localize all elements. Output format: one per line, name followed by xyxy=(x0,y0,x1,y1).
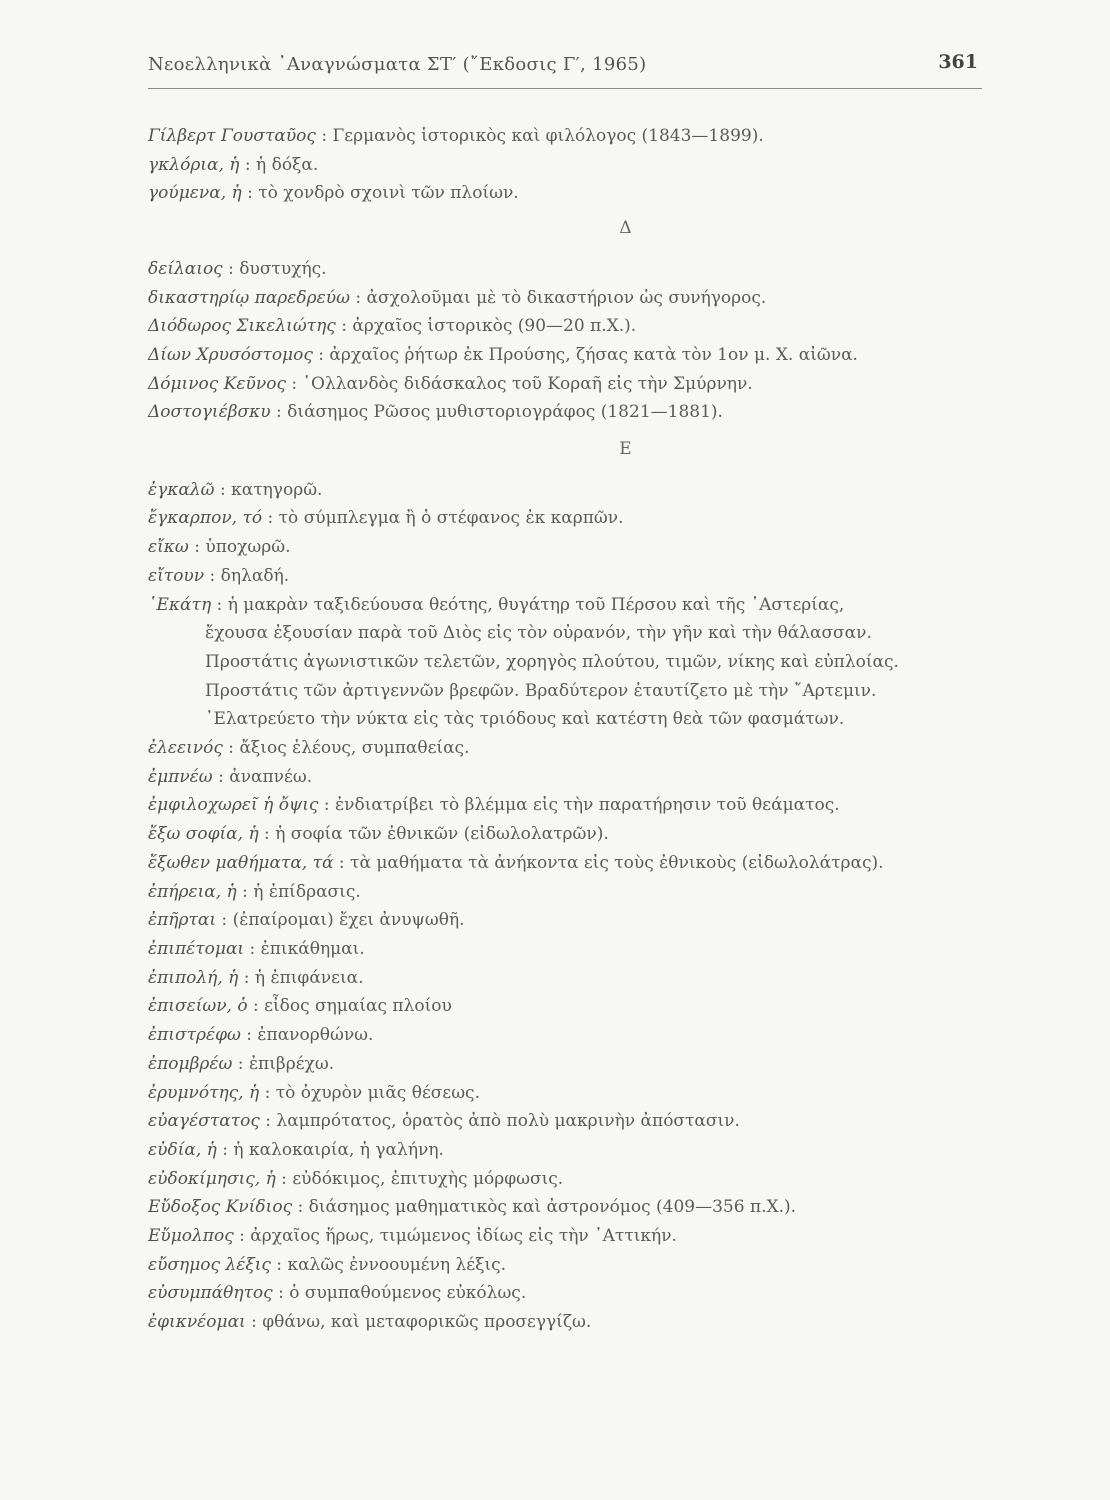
entry-definition: διάσημος Ρῶσος μυθιστοριογράφος (1821—1881). xyxy=(287,402,723,423)
entry-separator: : xyxy=(262,508,279,529)
glossary-entry xyxy=(148,1193,1008,1222)
glossary-entry xyxy=(148,284,1008,313)
section-letter: Δ xyxy=(619,218,632,239)
entry-lemma: ῾Εκάτη xyxy=(148,594,212,615)
entry-lemma: εὐσυμπάθητος xyxy=(148,1283,273,1304)
entry-lemma: ἔξωθεν μαθήματα, τά xyxy=(148,852,334,873)
entry-separator: : xyxy=(259,1082,276,1103)
entry-separator: : xyxy=(238,967,255,988)
entry-separator: : xyxy=(275,1168,293,1189)
entry-continuation-line: ᾿Ελατρεύετο τὴν νύκτα εἰς τὰς τριόδους καὶ κατέστη θεὰ τῶν φασμάτων. xyxy=(205,709,845,730)
entry-lemma: Δοστογιέβσκυ xyxy=(148,402,271,423)
entry-lemma: εὐδία, ἡ xyxy=(148,1139,217,1160)
entry-definition: δηλαδή. xyxy=(220,565,290,586)
entry-definition: τὰ μαθήματα τὰ ἀνήκοντα εἰς τοὺς ἐθνικοὺς (εἰδωλολάτρας). xyxy=(350,852,884,873)
entry-separator: : xyxy=(285,373,303,394)
entry-definition: ἡ ἐπιφάνεια. xyxy=(254,967,364,988)
entry-separator: : xyxy=(270,1254,288,1275)
entry-definition: ἡ καλοκαιρία, ἡ γαλήνη. xyxy=(233,1139,444,1160)
glossary-entry xyxy=(148,1165,1008,1194)
entry-separator: : xyxy=(335,316,353,337)
glossary-entry xyxy=(148,476,1008,505)
glossary-entry xyxy=(148,1021,1008,1050)
entry-definition: ὁ συμπαθούμενος εὐκόλως. xyxy=(289,1283,527,1304)
entry-separator: : xyxy=(270,402,288,423)
glossary-entry xyxy=(148,763,1008,792)
entry-separator: : xyxy=(212,766,230,787)
entry-lemma: Δόμινος Κεῦνος xyxy=(148,373,286,394)
glossary-entry xyxy=(148,849,1008,878)
entry-lemma: ἔξω σοφία, ἡ xyxy=(148,824,259,845)
glossary-entry xyxy=(148,964,1008,993)
entry-definition: κατηγορῶ. xyxy=(231,479,323,500)
entry-definition: φθάνω, καὶ μεταφορικῶς προσεγγίζω. xyxy=(262,1312,592,1333)
entry-separator: : xyxy=(211,594,228,615)
entry-definition: τὸ ὀχυρὸν μιᾶς θέσεως. xyxy=(275,1082,480,1103)
entry-continuation-line: Προστάτις τῶν ἀρτιγεννῶν βρεφῶν. Βραδύτερον ἐταυτίζετο μὲ τὴν ῎Αρτεμιν. xyxy=(205,680,877,701)
entry-definition: λαμπρότατος, ὁρατὸς ἀπὸ πολὺ μακρινὴν ἀπόστασιν. xyxy=(276,1111,740,1132)
glossary-entry xyxy=(148,1136,1008,1165)
glossary-entry xyxy=(148,151,1008,180)
entry-definition: ἀρχαῖος ῥήτωρ ἐκ Προύσης, ζήσας κατὰ τὸν 1ον μ. Χ. αἰῶνα. xyxy=(329,344,858,365)
entry-lemma: ἐγκαλῶ xyxy=(148,479,215,500)
entry-separator: : xyxy=(258,824,276,845)
entry-separator: : xyxy=(240,1025,258,1046)
entry-definition: ἀρχαῖος ἥρως, τιμώμενος ἰδίως εἰς τὴν ᾿Αττικήν. xyxy=(250,1226,677,1247)
entry-lemma: ἐμπνέω xyxy=(148,766,213,787)
glossary-entry xyxy=(148,398,1008,427)
entry-lemma: εὐαγέστατος xyxy=(148,1111,260,1132)
entry-definition: ἀρχαῖος ἱστορικὸς (90—20 π.Χ.). xyxy=(352,316,637,337)
entry-definition: τὸ σύμπλεγμα ἢ ὁ στέφανος ἐκ καρπῶν. xyxy=(278,508,624,529)
glossary-entry xyxy=(148,312,1008,341)
entry-lemma: Δίων Χρυσόστομος xyxy=(148,344,313,365)
entry-definition: ἀναπνέω. xyxy=(229,766,313,787)
entry-definition: ἀσχολοῦμαι μὲ τὸ δικαστήριον ὡς συνήγορος. xyxy=(366,287,767,308)
entry-definition: εὐδόκιμος, ἐπιτυχὴς μόρφωσις. xyxy=(292,1168,564,1189)
glossary-entries xyxy=(148,122,1008,1337)
entry-lemma: γκλόρια, ἡ xyxy=(148,154,240,175)
entry-lemma: εἴτουν xyxy=(148,565,205,586)
glossary-entry xyxy=(148,1079,1008,1108)
entry-separator: : xyxy=(292,1197,309,1218)
glossary-entry xyxy=(148,1279,1008,1308)
entry-lemma: ἐπισείων, ὁ xyxy=(148,996,248,1017)
entry-separator: : xyxy=(312,344,330,365)
glossary-entry xyxy=(148,1251,1008,1280)
entry-separator: : xyxy=(259,1111,277,1132)
entry-separator: : xyxy=(222,258,240,279)
glossary-entry xyxy=(148,820,1008,849)
entry-lemma: ἐπῆρται xyxy=(148,910,217,931)
entry-lemma: εὐδοκίμησις, ἡ xyxy=(148,1168,276,1189)
entry-lemma: Διόδωρος Σικελιώτης xyxy=(148,316,336,337)
entry-definition: ἡ δόξα. xyxy=(256,154,319,175)
glossary-entry xyxy=(148,791,1008,820)
entry-lemma: ἐπιστρέφω xyxy=(148,1025,241,1046)
entry-lemma: δείλαιος xyxy=(148,258,223,279)
header-rule xyxy=(148,88,982,89)
entry-separator: : xyxy=(272,1283,290,1304)
entry-separator: : xyxy=(236,881,254,902)
glossary-entry xyxy=(148,906,1008,935)
entry-lemma: Γίλβερτ Γουσταῦος xyxy=(148,126,316,146)
entry-definition: (ἐπαίρομαι) ἔχει ἀνυψωθῆ. xyxy=(232,910,465,931)
glossary-entry xyxy=(148,504,1008,533)
entry-definition: ῾Ολλανδὸς διδάσκαλος τοῦ Κοραῆ εἰς τὴν Σμύρνην. xyxy=(302,373,753,394)
entry-separator: : xyxy=(318,795,335,816)
glossary-entry xyxy=(148,591,1008,735)
glossary-entry xyxy=(148,255,1008,284)
entry-definition: διάσημος μαθηματικὸς καὶ ἀστρονόμος (409—356 π.Χ.). xyxy=(308,1197,797,1218)
glossary-entry xyxy=(148,878,1008,907)
entry-definition: ἐπανορθώνω. xyxy=(257,1025,374,1046)
glossary-entry xyxy=(148,1050,1008,1079)
entry-separator: : xyxy=(333,852,351,873)
entry-continuation-line: Προστάτις ἀγωνιστικῶν τελετῶν, χορηγὸς πλούτου, τιμῶν, νίκης καὶ εὐπλοίας. xyxy=(205,651,899,672)
entry-lemma: ἐπήρεια, ἡ xyxy=(148,881,237,902)
glossary-entry xyxy=(148,370,1008,399)
entry-separator: : xyxy=(188,537,206,558)
entry-separator: : xyxy=(239,154,256,175)
entry-lemma: ἔγκαρπον, τό xyxy=(148,508,263,529)
entry-definition: Γερμανὸς ἱστορικὸς καὶ φιλόλογος (1843—1899). xyxy=(332,126,764,146)
entry-lemma: εἴκω xyxy=(148,537,189,558)
entry-separator: : xyxy=(204,565,221,586)
entry-definition: ἐνδιατρίβει τὸ βλέμμα εἰς τὴν παρατήρησιν τοῦ θεάματος. xyxy=(335,795,840,816)
entry-lemma: ἐφικνέομαι xyxy=(148,1312,246,1333)
entry-separator: : xyxy=(214,479,232,500)
entry-lemma: γούμενα, ἡ xyxy=(148,183,242,204)
glossary-entry xyxy=(148,533,1008,562)
entry-lemma: ἐπιπέτομαι xyxy=(148,938,245,959)
glossary-entry xyxy=(148,734,1008,763)
entry-definition: ἡ σοφία τῶν ἐθνικῶν (εἰδωλολατρῶν). xyxy=(275,824,609,845)
entry-separator: : xyxy=(315,126,333,146)
entry-definition: ἐπιβρέχω. xyxy=(248,1053,335,1074)
entry-lemma: Εὔμολπος xyxy=(148,1226,234,1247)
entry-definition: εἶδος σημαίας πλοίου xyxy=(264,996,452,1017)
entry-separator: : xyxy=(233,1226,251,1247)
entry-definition: ἡ μακρὰν ταξιδεύουσα θεότης, θυγάτηρ τοῦ Πέρσου καὶ τῆς ᾿Αστερίας, xyxy=(227,594,845,615)
entry-lemma: ἐπομβρέω xyxy=(148,1053,233,1074)
glossary-entry xyxy=(148,992,1008,1021)
glossary-entry xyxy=(148,562,1008,591)
glossary-entry xyxy=(148,1222,1008,1251)
entry-separator: : xyxy=(349,287,367,308)
section-letter: Ε xyxy=(619,439,632,460)
entry-definition: ἡ ἐπίδρασις. xyxy=(253,881,361,902)
entry-lemma: ἐπιπολή, ἡ xyxy=(148,967,239,988)
glossary-entry xyxy=(148,1308,1008,1337)
entry-separator: : xyxy=(232,1053,249,1074)
entry-separator: : xyxy=(216,910,233,931)
entry-lemma: ἐλεεινός xyxy=(148,738,223,759)
entry-lemma: εὔσημος λέξις xyxy=(148,1254,271,1275)
entry-lemma: Εὔδοξος Κνίδιος xyxy=(148,1197,293,1218)
page-number: 361 xyxy=(938,51,978,73)
glossary-entry xyxy=(148,935,1008,964)
running-head-title: Νεοελληνικὰ ᾿Αναγνώσματα ΣΤ′ (῎Εκδοσις Γ′, 1965) xyxy=(148,54,647,75)
glossary-entry xyxy=(148,122,1008,151)
entry-separator: : xyxy=(216,1139,234,1160)
entry-continuation-line: ἔχουσα ἐξουσίαν παρὰ τοῦ Διὸς εἰς τὸν οὐρανόν, τὴν γῆν καὶ τὴν θάλασσαν. xyxy=(205,623,872,644)
entry-definition: καλῶς ἐννοουμένη λέξις. xyxy=(287,1254,507,1275)
entry-lemma: ἐρυμνότης, ἡ xyxy=(148,1082,260,1103)
entry-definition: τὸ χονδρὸ σχοινὶ τῶν πλοίων. xyxy=(258,183,519,204)
entry-separator: : xyxy=(241,183,259,204)
entry-definition: ἐπικάθημαι. xyxy=(260,938,365,959)
glossary-entry xyxy=(148,179,1008,208)
glossary-entry xyxy=(148,341,1008,370)
entry-lemma: δικαστηρίῳ παρεδρεύω xyxy=(148,287,350,308)
entry-separator: : xyxy=(245,1312,263,1333)
entry-separator: : xyxy=(247,996,265,1017)
entry-definition: ὑποχωρῶ. xyxy=(205,537,291,558)
entry-separator: : xyxy=(244,938,261,959)
entry-definition: δυστυχής. xyxy=(239,258,327,279)
entry-separator: : xyxy=(222,738,240,759)
glossary-entry xyxy=(148,1107,1008,1136)
entry-lemma: ἐμφιλοχωρεῖ ἡ ὄψις xyxy=(148,795,319,816)
entry-definition: ἄξιος ἐλέους, συμπαθείας. xyxy=(239,738,470,759)
